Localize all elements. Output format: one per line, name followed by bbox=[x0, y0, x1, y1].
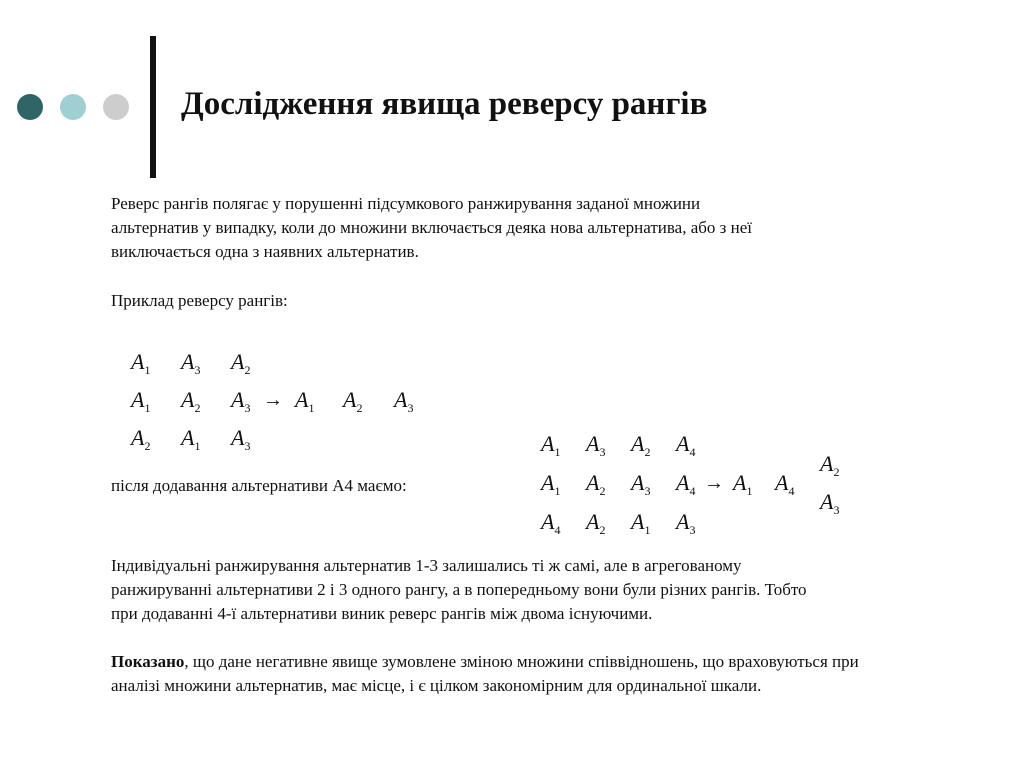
alt-symbol: $A_4$ bbox=[541, 509, 561, 537]
alt-symbol: $A_3$ bbox=[820, 489, 840, 517]
alt-symbol: $A_2$ bbox=[181, 387, 201, 415]
intro-line: виключається одна з наявних альтернатив. bbox=[111, 242, 419, 261]
arrow-icon: → bbox=[263, 389, 283, 411]
alt-symbol: $A_3$ bbox=[181, 349, 201, 377]
alt-symbol: $A_4$ bbox=[676, 431, 696, 459]
alt-symbol: $A_2$ bbox=[631, 431, 651, 459]
intro-line: альтернатив у випадку, коли до множини включається деяка нова альтернатива, або з неї bbox=[111, 218, 753, 237]
decor-dot-gray bbox=[103, 94, 129, 120]
alt-symbol: $A_1$ bbox=[631, 509, 651, 537]
shown-bold: Показано bbox=[111, 652, 185, 671]
title-divider bbox=[150, 36, 156, 178]
alt-symbol: $A_1$ bbox=[181, 425, 201, 453]
alt-symbol: $A_4$ bbox=[775, 470, 795, 498]
alt-symbol: $A_1$ bbox=[131, 387, 151, 415]
alt-symbol: $A_3$ bbox=[394, 387, 414, 415]
alt-symbol: $A_2$ bbox=[586, 470, 606, 498]
alt-symbol: $A_1$ bbox=[733, 470, 753, 498]
intro-line: Реверс рангів полягає у порушенні підсумкового ранжирування заданої множини bbox=[111, 194, 701, 213]
arrow-icon: → bbox=[704, 472, 724, 494]
decor-dot-light bbox=[60, 94, 86, 120]
alt-symbol: $A_1$ bbox=[295, 387, 315, 415]
slide-title: Дослідження явища реверсу рангів bbox=[181, 86, 708, 122]
example-label: Приклад реверсу рангів: bbox=[111, 291, 288, 310]
alt-symbol: $A_3$ bbox=[676, 509, 696, 537]
alt-symbol: $A_4$ bbox=[676, 470, 696, 498]
shown-line: аналізі множини альтернатив, має місце, і є цілком закономірним для ординальної шкали. bbox=[111, 676, 762, 695]
shown-line bbox=[111, 650, 859, 674]
alt-symbol: $A_1$ bbox=[131, 349, 151, 377]
alt-symbol: $A_2$ bbox=[586, 509, 606, 537]
conclusion-line: Індивідуальні ранжирування альтернатив 1-3 залишались ті ж самі, але в агрегованому bbox=[111, 556, 742, 575]
alt-symbol: $A_3$ bbox=[231, 387, 251, 415]
alt-symbol: $A_2$ bbox=[343, 387, 363, 415]
conclusion-line: ранжируванні альтернативи 2 і 3 одного рангу, а в попередньому вони були різних рангів. Тобто bbox=[111, 580, 807, 599]
after-label: після додавання альтернативи A4 маємо: bbox=[111, 476, 407, 495]
decor-dot-dark bbox=[17, 94, 43, 120]
alt-symbol: $A_2$ bbox=[131, 425, 151, 453]
alt-symbol: $A_2$ bbox=[820, 451, 840, 479]
conclusion-line: при додаванні 4-ї альтернативи виник реверс рангів між двома існуючими. bbox=[111, 604, 653, 623]
alt-symbol: $A_1$ bbox=[541, 431, 561, 459]
alt-symbol: $A_2$ bbox=[231, 349, 251, 377]
alt-symbol: $A_3$ bbox=[631, 470, 651, 498]
shown-text: , що дане негативне явище зумовлене зміною множини співвідношень, що враховуються при bbox=[184, 652, 859, 671]
alt-symbol: $A_1$ bbox=[541, 470, 561, 498]
alt-symbol: $A_3$ bbox=[231, 425, 251, 453]
alt-symbol: $A_3$ bbox=[586, 431, 606, 459]
